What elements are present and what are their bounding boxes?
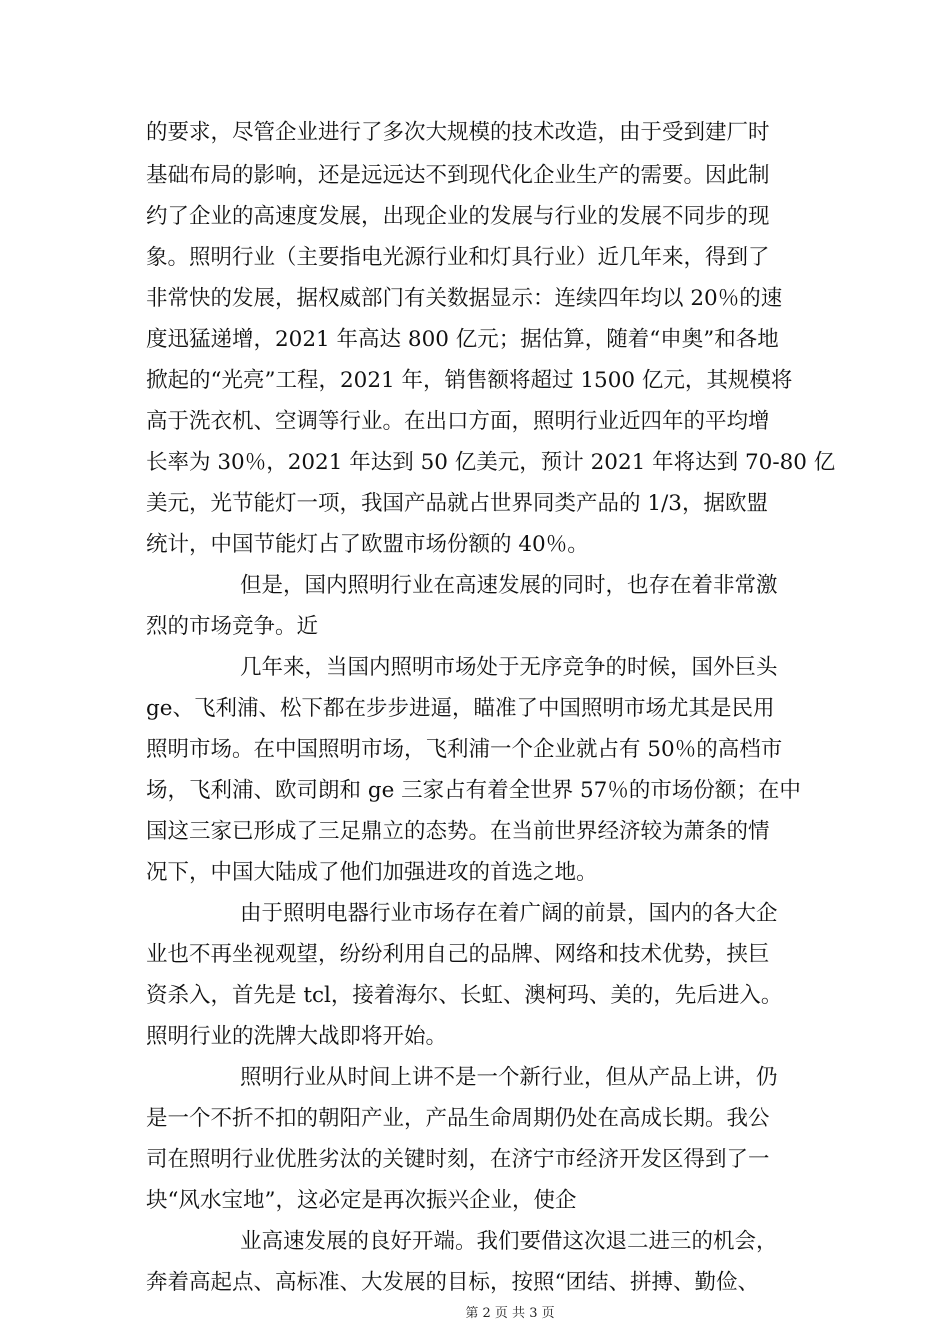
text-line: ge、飞利浦、松下都在步步进逼，瞄准了中国照明市场尤其是民用 <box>146 696 775 721</box>
text-line: 度迅猛递增，2021 年高达 800 亿元；据估算，随着“申奥”和各地 <box>146 327 779 352</box>
paragraph-start-line: 照明行业从时间上讲不是一个新行业，但从产品上讲，仍 <box>240 1065 778 1090</box>
text-line: 长率为 30％，2021 年达到 50 亿美元，预计 2021 年将达到 70-80 亿 <box>146 450 836 475</box>
text-line: 的要求，尽管企业进行了多次大规模的技术改造，由于受到建厂时 <box>146 120 770 145</box>
text-line: 掀起的“光亮”工程，2021 年，销售额将超过 1500 亿元，其规模将 <box>146 368 793 393</box>
page-number-footer: 第 2 页 共 3 页 <box>465 1306 555 1321</box>
paragraph-start-line: 但是，国内照明行业在高速发展的同时，也存在着非常激 <box>240 573 778 598</box>
paragraph-start-line: 业高速发展的良好开端。我们要借这次退二进三的机会， <box>240 1229 778 1254</box>
text-line: 资杀入，首先是 tcl，接着海尔、长虹、澳柯玛、美的，先后进入。 <box>146 983 783 1008</box>
text-line: 况下，中国大陆成了他们加强进攻的首选之地。 <box>146 860 598 885</box>
text-line: 业也不再坐视观望，纷纷利用自己的品牌、网络和技术优势，挟巨 <box>146 942 770 967</box>
text-line: 国这三家已形成了三足鼎立的态势。在当前世界经济较为萧条的情 <box>146 819 770 844</box>
text-line: 统计，中国节能灯占了欧盟市场份额的 40％。 <box>146 532 589 557</box>
paragraph-start-line: 几年来，当国内照明市场处于无序竞争的时候，国外巨头 <box>240 655 778 680</box>
text-line: 司在照明行业优胜劣汰的关键时刻，在济宁市经济开发区得到了一 <box>146 1147 770 1172</box>
text-line: 美元，光节能灯一项，我国产品就占世界同类产品的 1/3，据欧盟 <box>146 491 768 516</box>
text-line: 奔着高起点、高标准、大发展的目标，按照“团结、拼搏、勤俭、 <box>146 1270 759 1295</box>
text-line: 场，飞利浦、欧司朗和 ge 三家占有着全世界 57％的市场份额；在中 <box>146 778 801 803</box>
text-line: 非常快的发展，据权威部门有关数据显示：连续四年均以 20％的速 <box>146 286 783 311</box>
paragraph-start-line: 由于照明电器行业市场存在着广阔的前景，国内的各大企 <box>240 901 778 926</box>
text-line: 基础布局的影响，还是远远达不到现代化企业生产的需要。因此制 <box>146 163 770 188</box>
text-line: 块“风水宝地”，这必定是再次振兴企业，使企 <box>146 1188 577 1213</box>
text-line: 照明行业的洗牌大战即将开始。 <box>146 1024 448 1049</box>
text-line: 高于洗衣机、空调等行业。在出口方面，照明行业近四年的平均增 <box>146 409 770 434</box>
text-line: 约了企业的高速度发展，出现企业的发展与行业的发展不同步的现 <box>146 204 770 229</box>
text-line: 照明市场。在中国照明市场，飞利浦一个企业就占有 50％的高档市 <box>146 737 783 762</box>
text-line: 是一个不折不扣的朝阳产业，产品生命周期仍处在高成长期。我公 <box>146 1106 770 1131</box>
text-line: 烈的市场竞争。近 <box>146 614 319 639</box>
text-line: 象。照明行业（主要指电光源行业和灯具行业）近几年来，得到了 <box>146 245 770 270</box>
